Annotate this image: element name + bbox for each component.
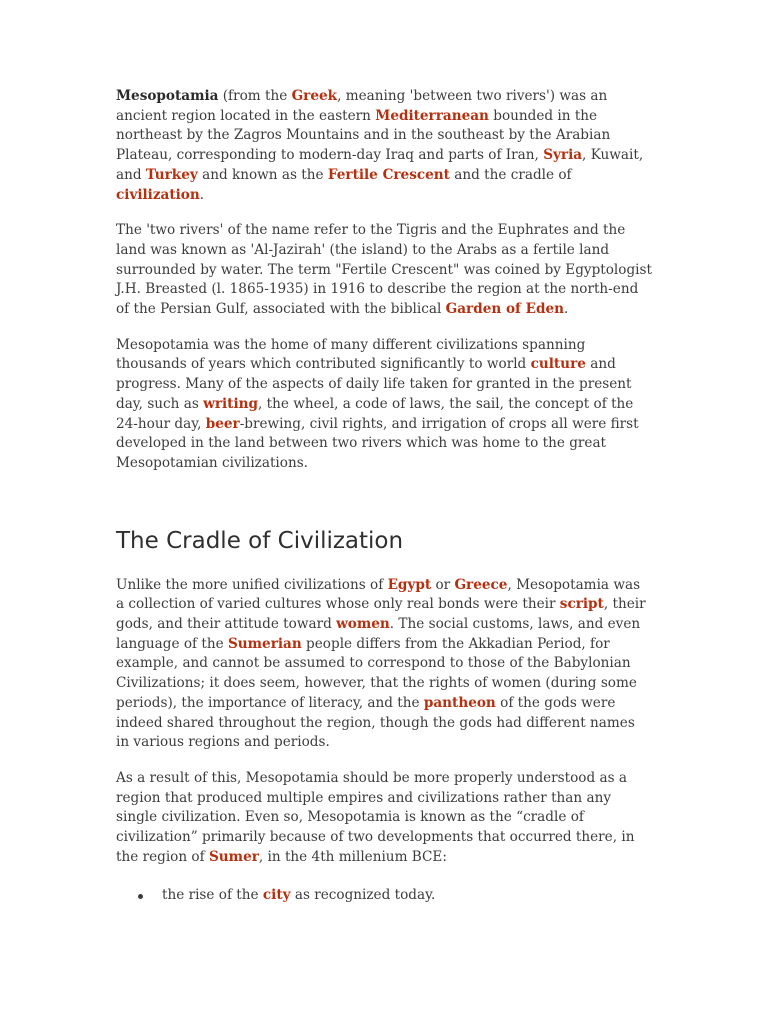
contributions-paragraph bbox=[116, 336, 652, 474]
link-sumerian[interactable]: Sumerian bbox=[227, 635, 302, 652]
link-turkey[interactable]: Turkey bbox=[145, 166, 198, 183]
cultures-paragraph bbox=[116, 576, 652, 753]
paragraph-text: , in the 4th millenium BCE: bbox=[258, 848, 447, 865]
link-syria[interactable]: Syria bbox=[543, 147, 583, 164]
paragraph-text: , the wheel, a code of laws, the sail, the concept of the 24-hour day, bbox=[116, 395, 634, 432]
link-beer[interactable]: beer bbox=[205, 415, 240, 432]
list-item-text: the rise of the bbox=[162, 886, 263, 903]
paragraph-text: , meaning 'between two rivers') was an ancient region located in the eastern bbox=[116, 88, 608, 124]
paragraph-text: . The social customs, laws, and even language of the bbox=[116, 616, 641, 652]
link-civilization[interactable]: civilization bbox=[116, 186, 200, 203]
bullet-icon bbox=[138, 894, 143, 899]
list-item-text: as recognized today. bbox=[290, 886, 436, 903]
paragraph-text: Unlike the more unified civilizations of bbox=[116, 576, 388, 593]
developments-list bbox=[116, 886, 652, 906]
paragraph-text: people differs from the Akkadian Period, for example, and cannot be assumed to correspond to those of the Babylonian Civilizations; it does seem, however, that the rights of women (during some periods), the importance of literacy, and the bbox=[116, 635, 637, 711]
link-fertile-crescent[interactable]: Fertile Crescent bbox=[327, 166, 450, 183]
paragraph-text: and the cradle of bbox=[449, 166, 572, 183]
cradle-paragraph bbox=[116, 769, 652, 868]
paragraph-text: . bbox=[564, 301, 569, 318]
link-city[interactable]: city bbox=[262, 886, 291, 903]
link-greece[interactable]: Greece bbox=[454, 576, 508, 593]
two-rivers-paragraph bbox=[116, 221, 652, 320]
article-body bbox=[116, 87, 652, 905]
list-item bbox=[116, 886, 652, 906]
paragraph-text: -brewing, civil rights, and irrigation of crops all were first developed in the land between two rivers which was home to the great Mesopotamian civilizations. bbox=[116, 415, 639, 471]
link-pantheon[interactable]: pantheon bbox=[423, 694, 496, 711]
link-mediterranean[interactable]: Mediterranean bbox=[375, 107, 489, 124]
link-greek[interactable]: Greek bbox=[291, 88, 338, 104]
mesopotamia-term: Mesopotamia bbox=[116, 88, 219, 104]
link-script[interactable]: script bbox=[559, 596, 604, 613]
paragraph-text: or bbox=[431, 576, 455, 593]
link-sumer[interactable]: Sumer bbox=[208, 848, 259, 865]
paragraph-text: , their gods, and their attitude toward bbox=[116, 596, 646, 633]
paragraph-text: and known as the bbox=[197, 166, 328, 183]
link-women[interactable]: women bbox=[336, 616, 390, 633]
paragraph-text: and progress. Many of the aspects of daily life taken for granted in the present day, such as bbox=[116, 356, 632, 412]
link-culture[interactable]: culture bbox=[530, 356, 586, 373]
link-egypt[interactable]: Egypt bbox=[387, 576, 432, 593]
paragraph-text: , Mesopotamia was a collection of varied cultures whose only real bonds were their bbox=[116, 576, 641, 613]
section-heading: The Cradle of Civilization bbox=[116, 527, 404, 554]
paragraph-text: Mesopotamia was the home of many different civilizations spanning thousands of years which contributed significantly to world bbox=[116, 336, 586, 373]
paragraph-text: (from the bbox=[218, 88, 292, 104]
link-writing[interactable]: writing bbox=[203, 395, 259, 412]
paragraph-text: bounded in the northeast by the Zagros Mountains and in the southeast by the Arabian Plateau, corresponding to modern-day Iraq and parts of Iran, bbox=[116, 107, 611, 164]
paragraph-text: The 'two rivers' of the name refer to the Tigris and the Euphrates and the land was known as 'Al-Jazirah' (the island) to the Arabs as a fertile land surrounded by water. The term "Fertile Crescent" was coined by Egyptologist J.H. Breasted (l. 1865-1935) in 1916 to describe the region at the north-end of the Persian Gulf, associated with the biblical bbox=[116, 222, 652, 318]
paragraph-text: of the gods were indeed shared throughout the region, though the gods had different names in various regions and periods. bbox=[116, 694, 635, 751]
paragraph-text: , Kuwait, and bbox=[116, 147, 644, 183]
paragraph-text: As a result of this, Mesopotamia should be more properly understood as a region that produced multiple empires and civilizations rather than any single civilization. Even so, Mesopotamia is known as the “cradle of civilization” primarily because of two developments that occurred there, in the region of bbox=[116, 769, 635, 865]
intro-paragraph bbox=[116, 87, 652, 205]
link-garden-of-eden[interactable]: Garden of Eden bbox=[445, 301, 565, 318]
paragraph-text: . bbox=[199, 186, 205, 203]
